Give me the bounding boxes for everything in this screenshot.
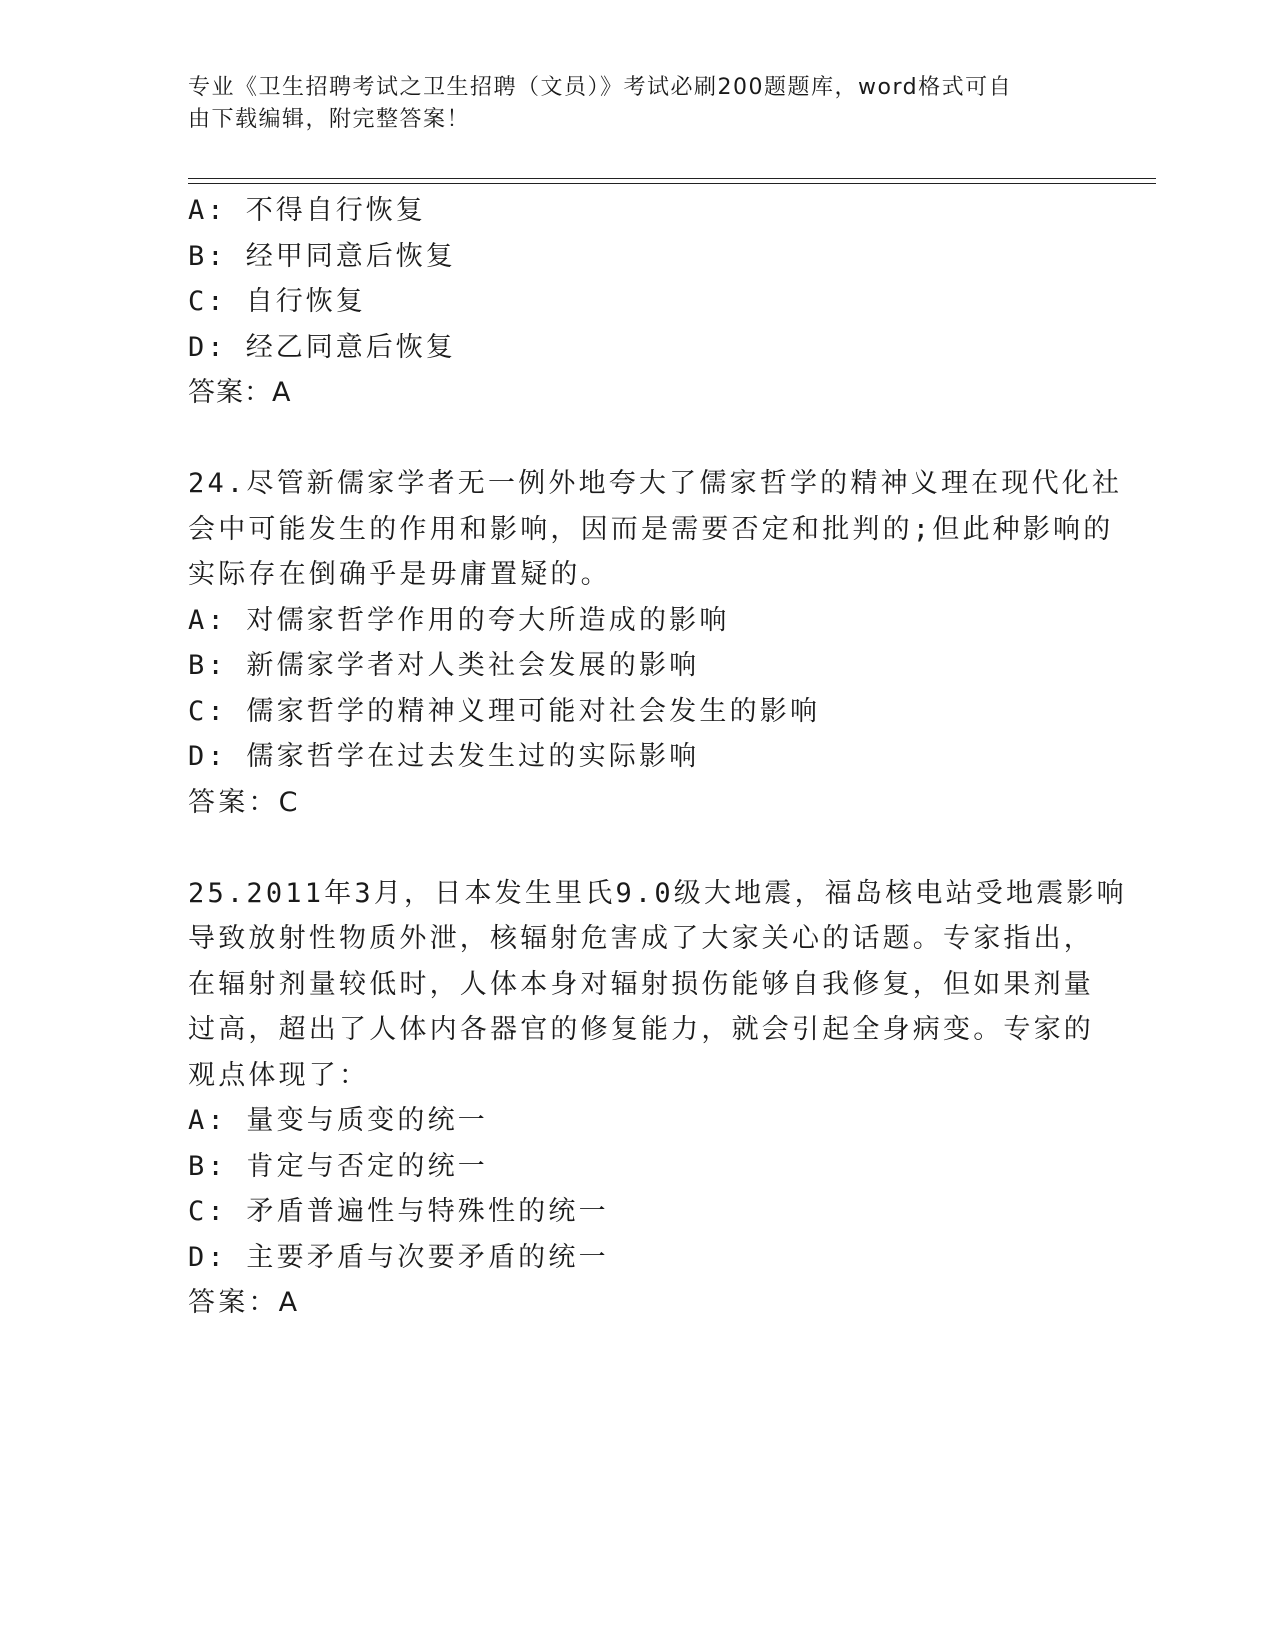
question-block-23 xyxy=(188,188,1088,416)
option-c: C: 矛盾普遍性与特殊性的统一 xyxy=(188,1196,609,1227)
question-text-line: 实际存在倒确乎是毋庸置疑的。 xyxy=(188,559,611,590)
document-header xyxy=(188,72,1068,136)
question-text-line: 过高，超出了人体内各器官的修复能力，就会引起全身病变。专家的 xyxy=(188,1014,1094,1045)
question-text-line: 导致放射性物质外泄，核辐射危害成了大家关心的话题。专家指出， xyxy=(188,923,1094,954)
question-text-line: 观点体现了： xyxy=(188,1059,370,1091)
option-d: D: 主要矛盾与次要矛盾的统一 xyxy=(188,1241,609,1273)
option-a: A: 对儒家哲学作用的夸大所造成的影响 xyxy=(188,604,730,636)
option-a: A: 量变与质变的统一 xyxy=(188,1105,488,1136)
option-b: B: 新儒家学者对人类社会发展的影响 xyxy=(188,650,700,681)
option-b: B: 经甲同意后恢复 xyxy=(188,240,456,272)
question-block-24 xyxy=(188,461,1123,825)
answer-line: 答案：A xyxy=(188,1287,301,1318)
question-block-25 xyxy=(188,871,1127,1326)
header-divider-bottom xyxy=(188,183,1156,184)
spacer xyxy=(188,825,1088,871)
option-c: C: 儒家哲学的精神义理可能对社会发生的影响 xyxy=(188,695,821,727)
option-d: D: 儒家哲学在过去发生过的实际影响 xyxy=(188,741,700,772)
header-divider-top xyxy=(188,178,1156,179)
question-text-line: 25.2011年3月，日本发生里氏9.0级大地震，福岛核电站受地震影响 xyxy=(188,877,1127,909)
answer-line: 答案：A xyxy=(188,377,292,408)
answer-line: 答案：C xyxy=(188,786,301,818)
question-text-line: 24.尽管新儒家学者无一例外地夸大了儒家哲学的精神义理在现代化社 xyxy=(188,468,1123,499)
option-b: B: 肯定与否定的统一 xyxy=(188,1150,488,1182)
header-title-line-1: 专业《卫生招聘考试之卫生招聘（文员）》考试必刷200题题库，word格式可自 xyxy=(188,75,1013,100)
document-body xyxy=(188,188,1127,1326)
header-title-line-2: 由下载编辑，附完整答案！ xyxy=(188,107,471,132)
spacer xyxy=(188,416,1088,462)
option-d: D: 经乙同意后恢复 xyxy=(188,331,456,363)
option-a: A: 不得自行恢复 xyxy=(188,195,426,226)
question-text-line: 在辐射剂量较低时，人体本身对辐射损伤能够自我修复，但如果剂量 xyxy=(188,968,1094,1000)
question-text-line: 会中可能发生的作用和影响，因而是需要否定和批判的;但此种影响的 xyxy=(188,513,1114,545)
option-c: C: 自行恢复 xyxy=(188,286,366,317)
